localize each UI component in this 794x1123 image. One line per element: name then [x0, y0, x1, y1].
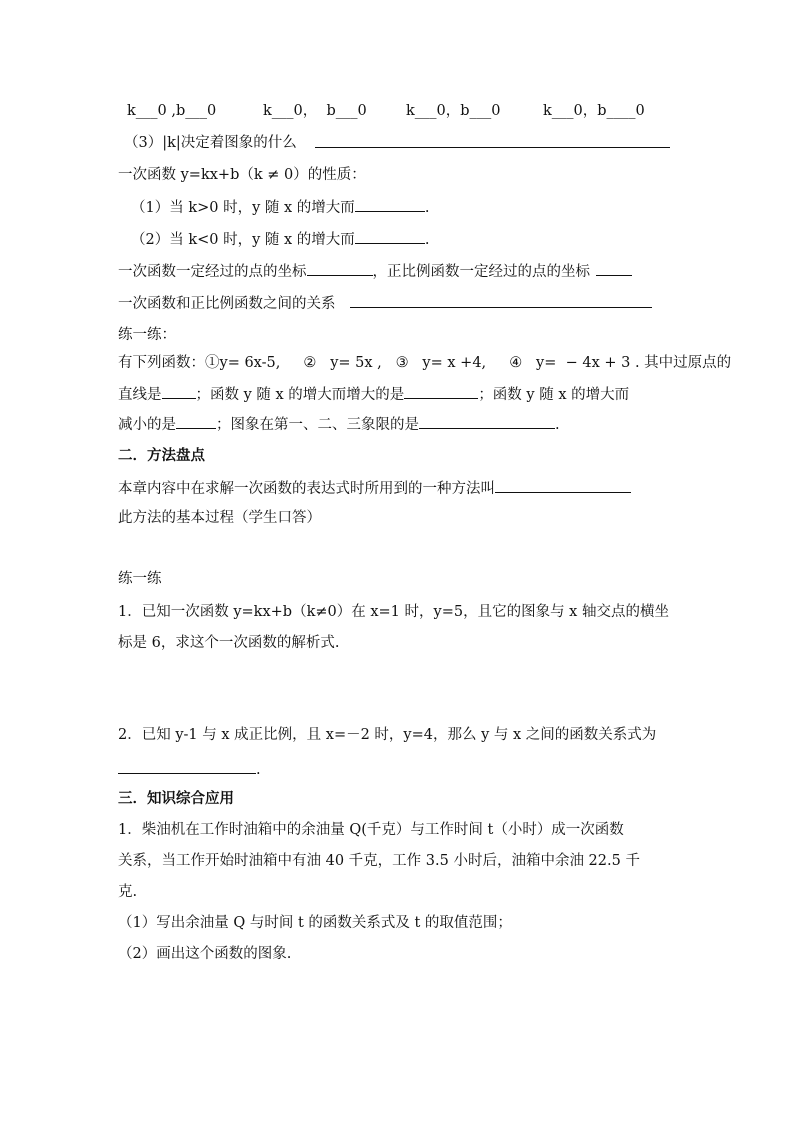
kb-cell-3: k___0，b___0: [406, 103, 501, 119]
application-1-line-1: 1．柴油机在工作时油箱中的余油量 Q(千克）与工作时间 t（小时）成一次函数: [118, 822, 624, 838]
practice-heading-2: 练一练: [118, 571, 162, 587]
property-1: （1）当 k>0 时，y 随 x 的增大而 .: [131, 197, 429, 218]
application-1-line-2: 关系，当工作开始时油箱中有油 40 千克，工作 3.5 小时后，油箱中余油 22.5 千: [118, 853, 640, 869]
application-1-question-2: （2）画出这个函数的图象.: [118, 946, 292, 962]
kb-cell-4: k___0，b____0: [543, 103, 645, 119]
relation-line: 一次函数和正比例函数之间的关系: [118, 293, 652, 314]
application-1-line-3: 克.: [118, 884, 138, 900]
problem-1-line-2: 标是 6，求这个一次函数的解析式.: [118, 635, 340, 651]
problem-2-line-1: 2．已知 y-1 与 x 成正比例，且 x=－2 时，y=4，那么 y 与 x 之间的函数关系式为: [118, 727, 657, 743]
points-line: 一次函数一定经过的点的坐标 ，正比例函数一定经过的点的坐标: [118, 261, 632, 282]
functions-question-line-2: 直线是 ；函数 y 随 x 的增大而增大的是 ；函数 y 随 x 的增大而: [118, 384, 629, 405]
property-2: （2）当 k<0 时，y 随 x 的增大而 .: [131, 229, 429, 250]
problem-2-answer-blank: .: [118, 759, 261, 780]
method-line: 本章内容中在求解一次函数的表达式时所用到的一种方法叫: [118, 478, 631, 499]
section-3-heading: 三．知识综合应用: [118, 791, 234, 807]
application-1-question-1: （1）写出余油量 Q 与时间 t 的函数关系式及 t 的取值范围；: [118, 915, 512, 931]
problem-1-line-1: 1．已知一次函数 y=kx+b（k≠0）在 x=1 时，y=5，且它的图象与 x 轴交点的横坐: [118, 604, 669, 620]
kb-cell-2: k___0， b___0: [263, 103, 367, 119]
section-2-heading: 二．方法盘点: [118, 448, 205, 464]
kb-cell-1: k___0 ,b___0: [127, 103, 217, 119]
question-3-label: （3）|k|决定着图象的什么: [124, 135, 297, 151]
practice-heading-1: 练一练：: [118, 327, 176, 343]
method-process: 此方法的基本过程（学生口答）: [118, 510, 321, 526]
functions-list: 有下列函数：①y= 6x-5, ② y= 5x , ③ y= x +4, ④ y= − 4x + 3 . 其中过原点的: [118, 355, 732, 371]
functions-question-line-3: 减小的是 ；图象在第一、二、三象限的是 .: [118, 414, 560, 435]
properties-title: 一次函数 y=kx+b（k ≠ 0）的性质：: [118, 167, 366, 183]
question-3-blank: [315, 133, 670, 154]
